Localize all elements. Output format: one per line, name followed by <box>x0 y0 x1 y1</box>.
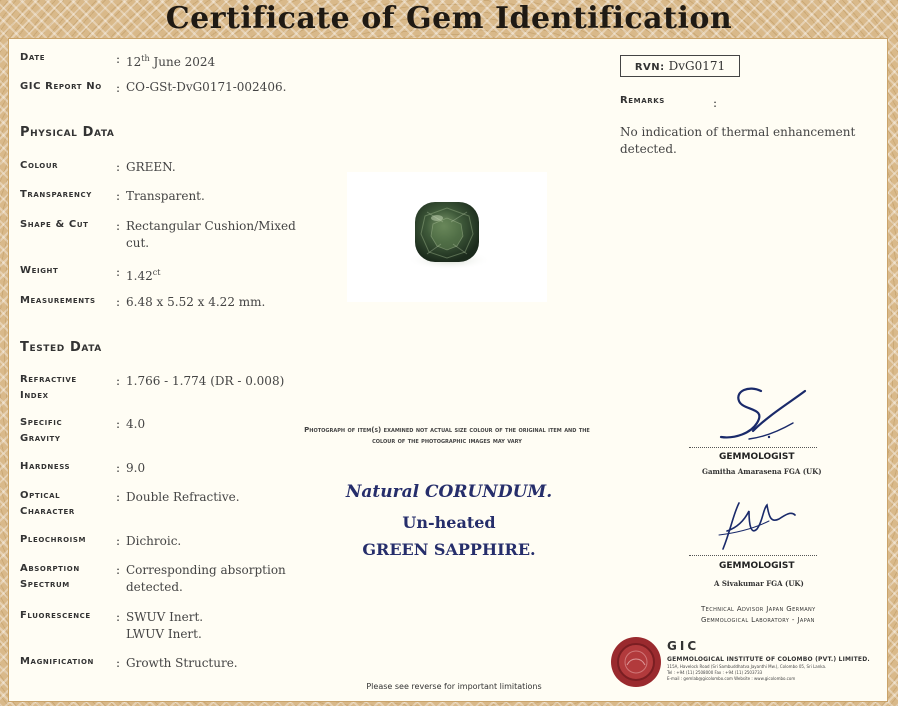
date-suffix: th <box>141 54 150 63</box>
remarks-text-line2: detected. <box>620 142 677 156</box>
hardness-colon: : <box>116 461 121 475</box>
fluorescence-colon: : <box>116 610 121 624</box>
report-value: CO-GSt-DvG0171-002406. <box>126 80 287 94</box>
specific-gravity-colon: : <box>116 417 121 431</box>
optical-character-label-line2: Character <box>20 506 75 517</box>
rvn-box <box>620 55 740 77</box>
wax-seal-icon <box>609 635 663 689</box>
transparency-colon: : <box>116 189 121 203</box>
gemmologist-2-name: A Sivakumar FGA (UK) <box>714 579 804 588</box>
gemmologist-1-name: Gamitha Amarasena FGA (UK) <box>702 467 822 476</box>
physical-data-heading: Physical Data <box>20 125 115 140</box>
colour-value: GREEN. <box>126 160 176 174</box>
optical-character-value: Double Refractive. <box>126 490 240 504</box>
optical-character-label-line1: Optical <box>20 490 61 501</box>
photo-caption: Photograph of item(s) examined not actual size colour of the original item and the colour of the photographic images may vary <box>304 426 590 445</box>
absorption-spectrum-colon: : <box>116 563 121 577</box>
magnification-value: Growth Structure. <box>126 656 238 670</box>
date-value <box>126 50 215 71</box>
shape-cut-colon: : <box>116 219 121 233</box>
shape-cut-value-line2: cut. <box>126 236 150 250</box>
measurements-colon: : <box>116 295 121 309</box>
signature-2-line <box>689 555 817 556</box>
advisor-line2: Gemmological Laboratory - Japan <box>701 616 815 624</box>
advisor-line1: Technical Advisor Japan Germany <box>701 605 816 613</box>
date-colon: : <box>116 52 121 66</box>
gemmologist-2-title: GEMMOLOGIST <box>719 561 795 571</box>
refractive-index-label-line2: Index <box>20 390 49 401</box>
weight-value <box>126 264 160 285</box>
fluorescence-value-line1: SWUV Inert. <box>126 610 204 624</box>
footer-note: Please see reverse for important limitations <box>366 682 542 691</box>
gic-contact: Tel : +94 (11) 2508000 Fax : +94 (11) 2503733 <box>667 670 763 675</box>
specific-gravity-label-line1: Specific <box>20 417 63 428</box>
date-month-year: June 2024 <box>149 55 216 69</box>
gemmologist-1-title: GEMMOLOGIST <box>719 452 795 462</box>
refractive-index-colon: : <box>116 374 121 388</box>
gic-abbreviation: GIC <box>667 639 700 653</box>
weight-label: Weight <box>20 265 59 276</box>
hardness-label: Hardness <box>20 461 71 472</box>
refractive-index-label-line1: Refractive <box>20 374 77 385</box>
hardness-value: 9.0 <box>126 461 146 475</box>
pleochroism-value: Dichroic. <box>126 534 182 548</box>
rvn-value: DvG0171 <box>668 59 726 73</box>
report-colon: : <box>116 81 121 95</box>
certificate-panel <box>8 38 888 702</box>
refractive-index-value: 1.766 - 1.774 (DR - 0.008) <box>126 374 285 388</box>
remarks-label: Remarks <box>620 95 665 106</box>
weight-number: 1.42 <box>126 269 153 283</box>
weight-unit: ct <box>152 268 161 277</box>
remarks-text-line1: No indication of thermal enhancement <box>620 125 856 139</box>
transparency-label: Transparency <box>20 189 92 200</box>
gem-image <box>347 172 547 302</box>
absorption-spectrum-label-line2: Spectrum <box>20 579 70 590</box>
transparency-value: Transparent. <box>126 189 205 203</box>
rvn-label: RVN: <box>634 62 665 73</box>
absorption-spectrum-value-line2: detected. <box>126 580 183 594</box>
report-label: GIC Report No <box>20 81 102 92</box>
weight-colon: : <box>116 265 121 279</box>
result-treatment: Un-heated <box>402 513 496 532</box>
absorption-spectrum-value-line1: Corresponding absorption <box>126 563 286 577</box>
colour-colon: : <box>116 160 121 174</box>
absorption-spectrum-label-line1: Absorption <box>20 563 80 574</box>
result-variety: GREEN SAPPHIRE. <box>362 540 536 559</box>
specific-gravity-label-line2: Gravity <box>20 433 61 444</box>
date-label: Date <box>20 52 46 63</box>
signature-2 <box>709 489 809 559</box>
shape-cut-value-line1: Rectangular Cushion/Mixed <box>126 219 296 233</box>
gic-email-website: E-mail : gemlab@gicolombo.com Website : www.gicolombo.com <box>667 676 796 681</box>
specific-gravity-value: 4.0 <box>126 417 146 431</box>
signature-1-line <box>689 447 817 448</box>
shape-cut-label: Shape & Cut <box>20 219 89 230</box>
gic-institute-name: GEMMOLOGICAL INSTITUTE OF COLOMBO (PVT.) LIMITED. <box>667 656 870 663</box>
measurements-label: Measurements <box>20 295 96 306</box>
pleochroism-colon: : <box>116 534 121 548</box>
date-day: 12 <box>126 55 142 69</box>
pleochroism-label: Pleochroism <box>20 534 87 545</box>
fluorescence-value-line2: LWUV Inert. <box>126 627 202 641</box>
tested-data-heading: Tested Data <box>20 340 102 355</box>
signature-1 <box>709 379 819 449</box>
magnification-label: Magnification <box>20 656 94 667</box>
fluorescence-label: Fluorescence <box>20 610 91 621</box>
measurements-value: 6.48 x 5.52 x 4.22 mm. <box>126 295 266 309</box>
gic-address: 115A, Havelock Road (Sri Sambuddhatva Jayanthi Mw.), Colombo 05, Sri Lanka. <box>667 664 827 669</box>
certificate-title: Certificate of Gem Identification <box>165 1 733 36</box>
colour-label: Colour <box>20 160 59 171</box>
gem-photograph <box>347 172 547 302</box>
optical-character-colon: : <box>116 490 121 504</box>
remarks-colon: : <box>713 96 718 110</box>
magnification-colon: : <box>116 656 121 670</box>
result-species: Natural CORUNDUM. <box>345 482 553 502</box>
